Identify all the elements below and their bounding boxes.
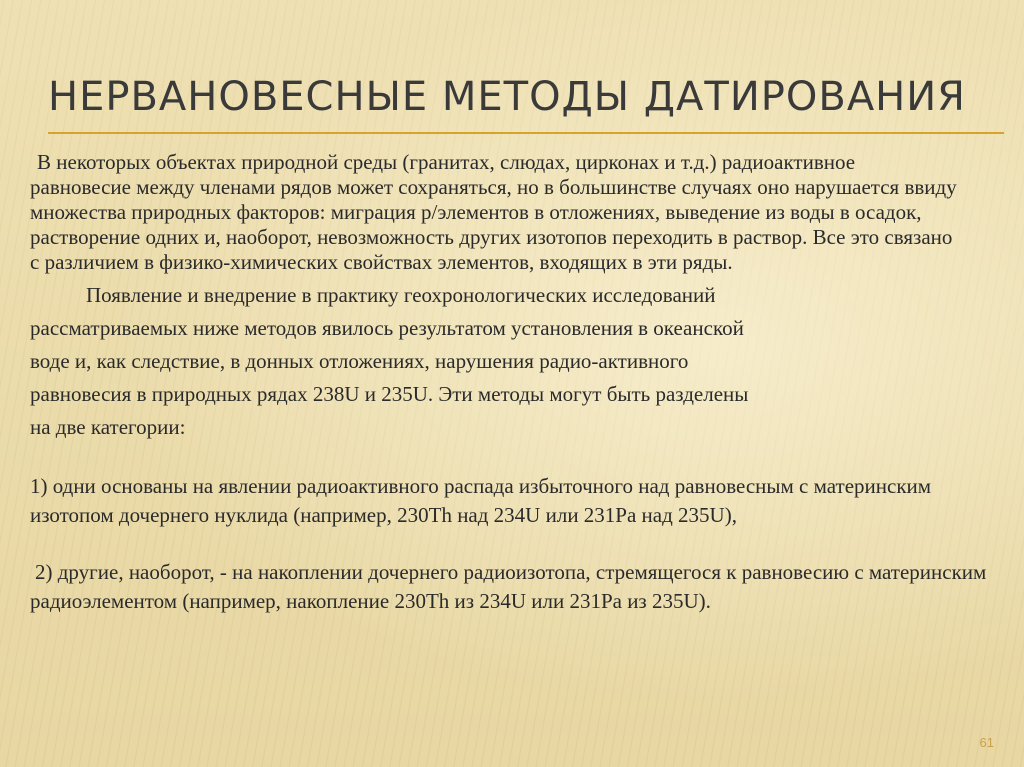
list-item-1: 1) одни основаны на явлении радиоактивного распада избыточного над равновесным с материнским изотопом дочернего нуклида (например, 230Th над 234U или 231Pa над 235U), — [30, 474, 932, 527]
list-item-2: 2) другие, наоборот, - на накоплении дочернего радиоизотопа, стремящегося к равновесию с материнским радиоэлементом (например, накопление 230Th из 234U или 231Pa из 235U). — [30, 560, 987, 613]
body-paragraph-2: Появление и внедрение в практику геохронологических исследований рассматриваемых ниже методов явилось результатом установления в океанской воде и, как следствие, в донных отложениях, нарушения радио-активного равновесия в природных рядах 238U и 235U. Эти методы могут быть разделены на две категории: — [30, 283, 749, 439]
spacer — [30, 444, 1000, 472]
slide-body — [30, 150, 1000, 616]
spacer — [30, 530, 1000, 558]
body-paragraph-1: В некоторых объектах природной среды (гранитах, слюдах, цирконах и т.д.) радиоактивное равновесие между членами рядов может сохраняться, но в большинстве случаях оно нарушается ввиду множества природных факторов: миграция р/элементов в отложениях, выведение из воды в осадок, растворение одних и, наоборот, невозможность других изотопов переходить в раствор. Все это связано с различием в физико-химических свойствах элементов, входящих в эти ряды. — [30, 150, 957, 274]
page-number: 61 — [979, 735, 994, 750]
title-underline — [48, 132, 1004, 134]
slide-title: НЕРВАНОВЕСНЫЕ МЕТОДЫ ДАТИРОВАНИЯ — [48, 74, 966, 120]
